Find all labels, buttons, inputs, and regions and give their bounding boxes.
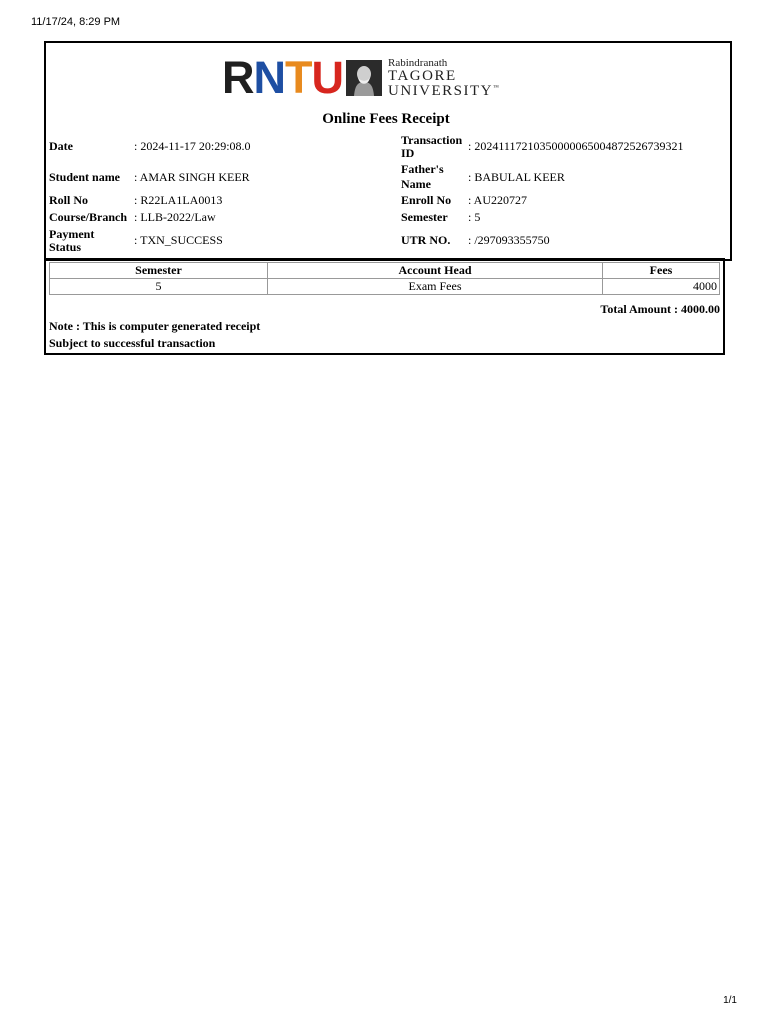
payment-status-label-line1: Payment: [49, 227, 95, 241]
father-name-label-line1: Father's: [401, 162, 444, 176]
note-subject-to-transaction: Subject to successful transaction: [49, 336, 216, 350]
payment-status-label-line2: Status: [49, 240, 82, 254]
roll-no-label: Roll No: [49, 193, 88, 207]
utr-no-value: : /297093355750: [468, 233, 550, 247]
logo-letter-r: R: [222, 52, 254, 103]
cell-fees: 4000: [603, 279, 720, 295]
date-value: : 2024-11-17 20:29:08.0: [134, 139, 251, 153]
logo-letter-u: U: [311, 52, 343, 103]
table-row: [50, 279, 720, 295]
cell-semester: 5: [50, 279, 268, 295]
print-timestamp: 11/17/24, 8:29 PM: [31, 16, 121, 28]
course-branch-label: Course/Branch: [49, 210, 127, 224]
cell-account-head: Exam Fees: [268, 279, 603, 295]
logo-letter-t: T: [285, 52, 312, 103]
semester-value: : 5: [468, 210, 481, 224]
column-header-account-head: Account Head: [268, 263, 603, 279]
course-branch-value: : LLB-2022/Law: [134, 210, 216, 224]
semester-label: Semester: [401, 210, 448, 224]
enroll-no-value: : AU220727: [468, 193, 528, 207]
transaction-id-label-line2: ID: [401, 146, 415, 160]
page-number: 1/1: [723, 995, 737, 1006]
transaction-id-label-line1: Transaction: [401, 133, 463, 147]
total-amount: Total Amount : 4000.00: [600, 302, 720, 316]
payment-status-value: : TXN_SUCCESS: [134, 233, 223, 247]
logo-trademark: ™: [493, 84, 501, 91]
date-label: Date: [49, 139, 73, 153]
fees-table: [49, 262, 720, 295]
column-header-semester: Semester: [50, 263, 268, 279]
logo-letters: [222, 52, 343, 103]
roll-no-value: : R22LA1LA0013: [134, 193, 223, 207]
utr-no-label: UTR NO.: [401, 233, 451, 247]
logo-line-tagore: TAGORE: [388, 67, 457, 84]
university-logo: [222, 52, 501, 103]
father-name-label-line2: Name: [401, 177, 431, 191]
logo-university-text: UNIVERSITY: [388, 82, 493, 99]
column-header-fees: Fees: [603, 263, 720, 279]
student-name-label: Student name: [49, 170, 121, 184]
father-name-value: : BABULAL KEER: [468, 170, 565, 184]
student-name-value: : AMAR SINGH KEER: [134, 170, 250, 184]
table-header-row: [50, 263, 720, 279]
logo-wordmark: [388, 58, 500, 99]
logo-letter-n: N: [253, 52, 285, 103]
note-computer-generated: Note : This is computer generated receipt: [49, 319, 261, 333]
transaction-id-value: : 20241117210350000065004872526739321: [468, 139, 684, 153]
logo-line-university: [388, 84, 500, 99]
enroll-no-label: Enroll No: [401, 193, 452, 207]
logo-line-rabindranath: Rabindranath: [388, 56, 448, 69]
tagore-portrait-icon: [346, 60, 382, 96]
page-title: Online Fees Receipt: [322, 111, 450, 127]
